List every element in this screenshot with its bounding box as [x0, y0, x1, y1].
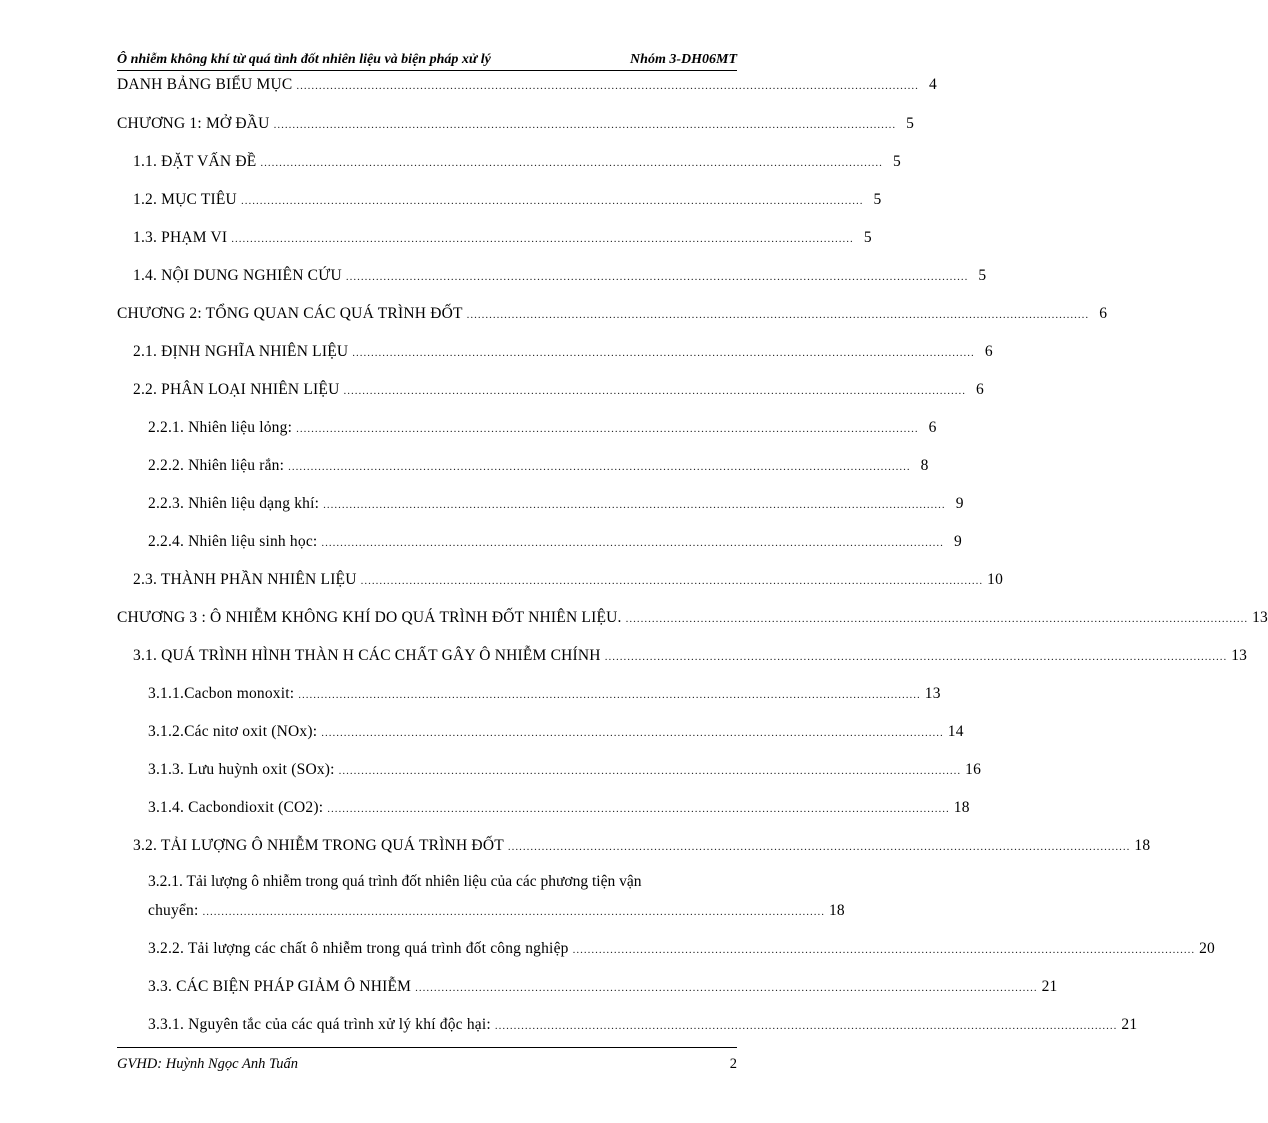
- toc-leader: ......................................................................................................................................................................: [202, 906, 825, 918]
- toc-page: 5: [873, 191, 882, 208]
- toc-leader: ......................................................................................................................................................................: [604, 651, 1228, 663]
- toc-page: 13: [924, 685, 941, 702]
- toc-title: 3.2.2. Tải lượng các chất ô nhiễm trong quá trình đốt công nghiệp: [148, 940, 569, 957]
- toc-leader: ......................................................................................................................................................................: [327, 803, 950, 815]
- toc-title: DANH BẢNG BIỂU MỤC: [117, 76, 293, 93]
- toc-title: CHƯƠNG 2: TỔNG QUAN CÁC QUÁ TRÌNH ĐỐT: [117, 305, 463, 322]
- toc-leader: ......................................................................................................................................................................: [572, 944, 1196, 956]
- toc-page: 10: [987, 571, 1004, 588]
- toc-leader: ......................................................................................................................................................................: [466, 309, 1090, 321]
- toc-page: 6: [976, 381, 984, 398]
- toc-entry[interactable]: [133, 341, 993, 363]
- toc-entry[interactable]: [148, 493, 964, 515]
- toc-page: 13: [1231, 647, 1248, 664]
- toc-leader: ......................................................................................................................................................................: [231, 233, 854, 245]
- toc-entry[interactable]: [148, 417, 937, 439]
- toc-entry[interactable]: [148, 683, 941, 705]
- toc-title: 3.1.2.Các nitơ oxit (NOx):: [148, 723, 318, 740]
- toc-entry[interactable]: [148, 759, 982, 781]
- toc-page: 18: [953, 799, 970, 816]
- toc-title: 2.2.4. Nhiên liệu sinh học:: [148, 533, 318, 550]
- toc-leader: ......................................................................................................................................................................: [273, 119, 897, 131]
- toc-entry[interactable]: [133, 189, 882, 211]
- toc-page: 6: [984, 343, 993, 360]
- toc-leader: ......................................................................................................................................................................: [240, 195, 864, 207]
- toc-leader: ......................................................................................................................................................................: [321, 727, 944, 739]
- toc-title: CHƯƠNG 3 : Ô NHIỄM KHÔNG KHÍ DO QUÁ TRÌNH ĐỐT NHIÊN LIỆU.: [117, 609, 622, 626]
- toc-entry[interactable]: [148, 938, 1216, 960]
- running-footer: [117, 1056, 737, 1076]
- toc-entry[interactable]: [133, 265, 987, 287]
- toc-page: 5: [863, 229, 872, 246]
- toc-title: 3.3. CÁC BIỆN PHÁP GIẢM Ô NHIỄM: [148, 978, 412, 995]
- footer-advisor: GVHD: Huỳnh Ngọc Anh Tuấn: [117, 1056, 298, 1072]
- toc-title: 2.3. THÀNH PHẦN NHIÊN LIỆU: [133, 571, 357, 588]
- toc-leader: ......................................................................................................................................................................: [338, 765, 962, 777]
- toc-page: 18: [1134, 837, 1151, 854]
- toc-entry[interactable]: [117, 113, 915, 135]
- toc-title: 3.1.3. Lưu huỳnh oxit (SOx):: [148, 761, 335, 778]
- toc-leader: ......................................................................................................................................................................: [296, 423, 919, 435]
- toc-page: 21: [1121, 1016, 1138, 1033]
- toc-page: 9: [953, 533, 962, 550]
- toc-title: 2.1. ĐỊNH NGHĨA NHIÊN LIỆU: [133, 343, 349, 360]
- toc-title: 1.4. NỘI DUNG NGHIÊN CỨU: [133, 267, 342, 284]
- toc-page: 20: [1199, 940, 1216, 957]
- toc-leader: ......................................................................................................................................................................: [345, 271, 969, 283]
- toc-leader: ......................................................................................................................................................................: [288, 461, 911, 473]
- toc-leader: ......................................................................................................................................................................: [298, 689, 921, 701]
- toc-page: 5: [978, 267, 987, 284]
- toc-entry[interactable]: [148, 1014, 1138, 1036]
- toc-leader: ......................................................................................................................................................................: [494, 1020, 1118, 1032]
- page-number: 2: [729, 1056, 737, 1072]
- toc-entry[interactable]: [148, 900, 845, 922]
- toc-title: 2.2. PHÂN LOẠI NHIÊN LIỆU: [133, 381, 340, 398]
- toc-entry[interactable]: [133, 645, 1248, 667]
- toc-page: 8: [920, 457, 929, 474]
- toc-page: 21: [1041, 978, 1058, 995]
- toc-page: 4: [928, 76, 937, 93]
- header-group: Nhóm 3-DH06MT: [630, 52, 737, 67]
- toc-leader: ......................................................................................................................................................................: [360, 575, 984, 587]
- toc-page: 16: [965, 761, 982, 778]
- toc-leader: ......................................................................................................................................................................: [352, 347, 975, 359]
- toc-entry[interactable]: [133, 835, 1151, 857]
- toc-page: 18: [828, 902, 845, 919]
- toc-title: 3.1. QUÁ TRÌNH HÌNH THÀN H CÁC CHẤT GÂY Ô NHIỄM CHÍNH: [133, 647, 601, 664]
- toc-leader: ......................................................................................................................................................................: [296, 80, 919, 92]
- toc-leader: ......................................................................................................................................................................: [260, 157, 883, 169]
- toc-page: 14: [947, 723, 964, 740]
- toc-title: 2.2.2. Nhiên liệu rắn:: [148, 457, 285, 474]
- toc-leader: ......................................................................................................................................................................: [323, 499, 946, 511]
- toc-page: 13: [1252, 609, 1268, 626]
- toc-entry[interactable]: [117, 74, 937, 96]
- toc-page: 6: [928, 419, 937, 436]
- toc-title: 2.2.1. Nhiên liệu lỏng:: [148, 419, 293, 436]
- toc-entry[interactable]: [117, 607, 1268, 629]
- toc-leader: ......................................................................................................................................................................: [321, 537, 944, 549]
- toc-title: chuyển:: [148, 902, 199, 919]
- toc-title: 1.3. PHẠM VI: [133, 229, 228, 246]
- toc-leader: ......................................................................................................................................................................: [343, 385, 966, 397]
- toc-entry[interactable]: [133, 227, 872, 249]
- toc-entry[interactable]: [148, 531, 962, 553]
- toc-entry[interactable]: [133, 379, 984, 401]
- toc-title: 3.3.1. Nguyên tắc của các quá trình xử lý khí độc hại:: [148, 1016, 491, 1033]
- toc-entry[interactable]: [148, 976, 1058, 998]
- running-header: [117, 52, 737, 71]
- toc-entry[interactable]: [117, 303, 1108, 325]
- toc-entry[interactable]: [133, 569, 1004, 591]
- toc-page: 5: [906, 115, 915, 132]
- toc-title: 2.2.3. Nhiên liệu dạng khí:: [148, 495, 320, 512]
- toc-entry[interactable]: [148, 455, 929, 477]
- toc-title: 1.2. MỤC TIÊU: [133, 191, 237, 208]
- toc-leader: ......................................................................................................................................................................: [625, 613, 1249, 625]
- toc-entry[interactable]: [133, 151, 901, 173]
- toc-page: 5: [892, 153, 901, 170]
- toc-title: 1.1. ĐẶT VẤN ĐỀ: [133, 153, 257, 170]
- toc-title: CHƯƠNG 1: MỞ ĐẦU: [117, 115, 270, 132]
- toc-entry-wrapped-line[interactable]: 3.2.1. Tải lượng ô nhiễm trong quá trình đốt nhiên liệu của các phương tiện vận: [148, 873, 642, 890]
- header-title: Ô nhiễm không khí từ quá tình đốt nhiên liệu và biện pháp xử lý: [117, 52, 491, 67]
- footer-divider: [117, 1047, 737, 1048]
- toc-title: 3.1.1.Cacbon monoxit:: [148, 685, 295, 702]
- toc-leader: ......................................................................................................................................................................: [507, 841, 1131, 853]
- toc-page: 9: [955, 495, 964, 512]
- toc-page: 6: [1099, 305, 1108, 322]
- toc-entry[interactable]: [148, 797, 970, 819]
- toc-entry[interactable]: [148, 721, 964, 743]
- toc-title: 3.2. TẢI LƯỢNG Ô NHIỄM TRONG QUÁ TRÌNH ĐỐT: [133, 837, 504, 854]
- toc-leader: ......................................................................................................................................................................: [415, 982, 1038, 994]
- toc-title: 3.1.4. Cacbondioxit (CO2):: [148, 799, 324, 816]
